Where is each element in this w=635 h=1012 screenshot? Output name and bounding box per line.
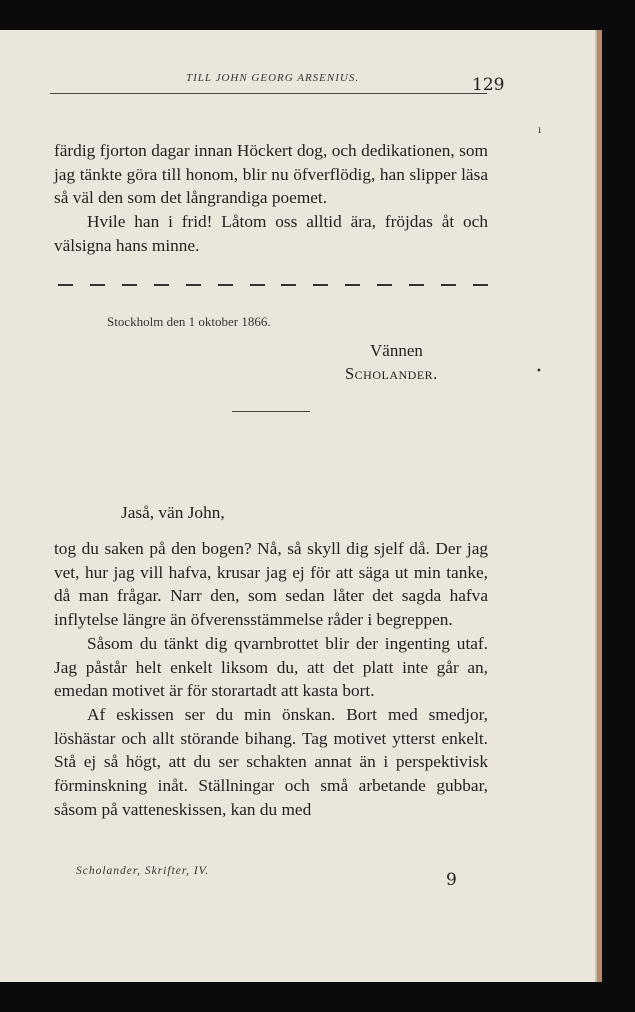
running-title: TILL JOHN GEORG ARSENIUS. — [186, 72, 360, 84]
dash-line-divider — [58, 284, 488, 286]
footer-source: Scholander, Skrifter, IV. — [76, 865, 210, 877]
place-date: Stockholm den 1 oktober 1866. — [107, 314, 271, 329]
letter1-body — [54, 139, 488, 258]
closing: Vännen — [370, 341, 423, 360]
paragraph: Hvile han i frid! Låtom oss alltid ära, fröjdas åt och välsigna hans minne. — [54, 212, 488, 255]
signature-mark: 9 — [446, 870, 457, 890]
paragraph: Af eskissen ser du min önskan. Bort med smedjor, löshästar och allt störande bihang. Tag motivet ytterst enkelt. Stå ej så högt, att du ser schakten annat än i perspektivisk förminskning inåt. Ställningar och små arbetande gubbar, såsom på vatteneskissen, kan du med — [54, 704, 488, 819]
signature: Scholander. — [345, 364, 438, 383]
header-rule — [50, 93, 487, 94]
margin-mark: • — [536, 366, 542, 377]
paragraph: Såsom du tänkt dig qvarnbrottet blir der ingenting utaf. Jag påstår helt enkelt liksom du, att det platt inte går an, emedan motivet är för storartadt att kasta bort. — [54, 633, 488, 701]
letter-separator — [232, 411, 310, 412]
paragraph: tog du saken på den bogen? Nå, så skyll dig sjelf då. Der jag vet, hur jag vill hafva, krusar jag ej för att säga ut min tanke, då man frågar. Narr den, som sedan låter det sagda hafva inflytelse längre än öfverensstämmelse råder i begreppen. — [54, 539, 488, 630]
paragraph: färdig fjorton dagar innan Höckert dog, och dedikationen, som jag tänkte göra till honom, blir nu öfverflödig, han slipper läsa så väl den som det långrandiga poemet. — [54, 141, 488, 208]
salutation: Jaså, vän John, — [121, 503, 225, 522]
margin-mark: ı — [538, 125, 542, 136]
page-number: 129 — [472, 75, 505, 95]
letter2-body — [54, 537, 488, 821]
